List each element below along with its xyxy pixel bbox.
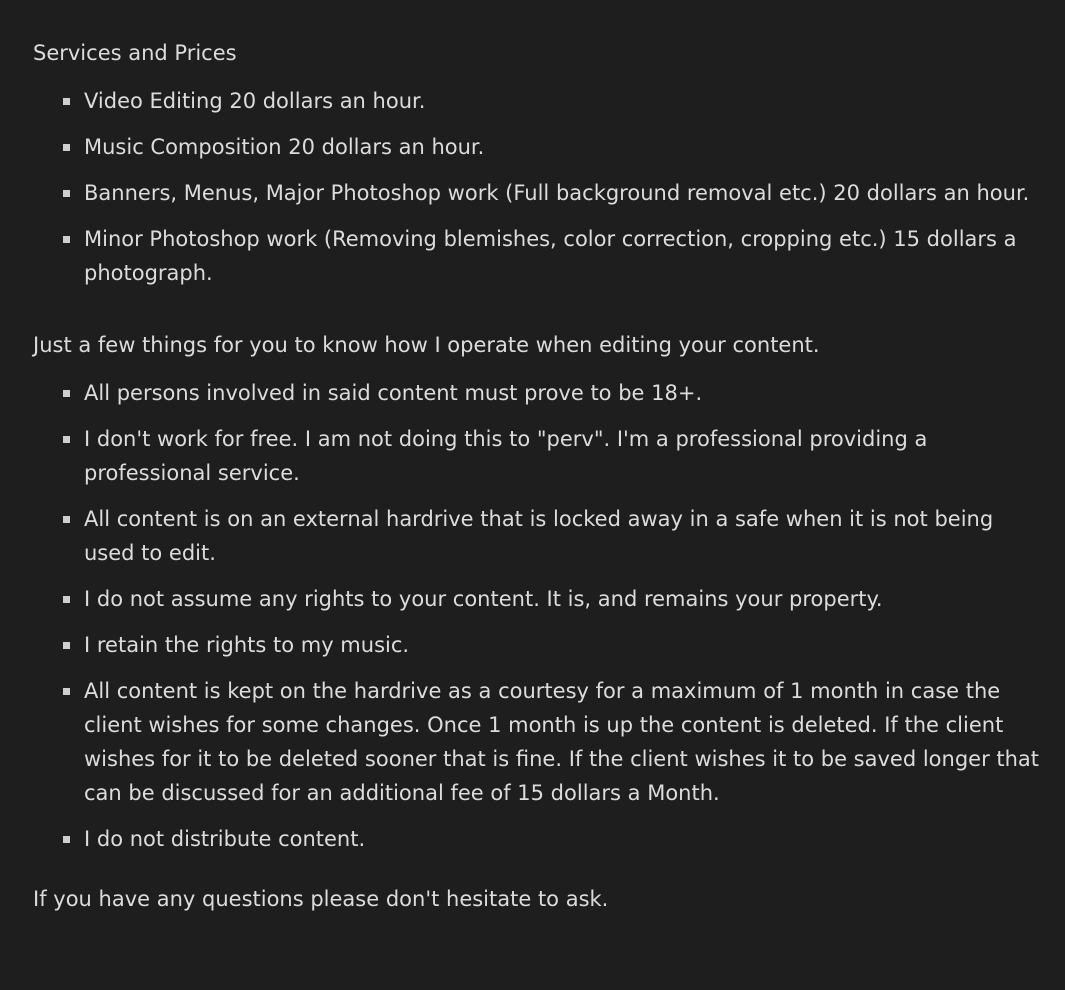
list-item: All content is kept on the hardrive as a courtesy for a maximum of 1 month in case the client wishes for some changes. Once 1 month is up the content is deleted. If the client wishes for it to be deleted sooner that is fine. If the client wishes it to be saved longer that can be discussed for an additional fee of 15 dollars a Month. xyxy=(84,674,1041,810)
closing-text: If you have any questions please don't hesitate to ask. xyxy=(33,887,609,911)
list-item: Music Composition 20 dollars an hour. xyxy=(84,130,1041,164)
services-heading: Services and Prices xyxy=(33,41,237,65)
section-spacer xyxy=(33,302,1041,328)
list-item: I do not assume any rights to your content. It is, and remains your property. xyxy=(84,582,1041,616)
list-item: Minor Photoshop work (Removing blemishes, color correction, cropping etc.) 15 dollars a photograph. xyxy=(84,222,1041,290)
list-item: I do not distribute content. xyxy=(84,822,1041,856)
policies-heading: Just a few things for you to know how I operate when editing your content. xyxy=(33,333,820,357)
list-item: Banners, Menus, Major Photoshop work (Full background removal etc.) 20 dollars an hour. xyxy=(84,176,1041,210)
list-item: All content is on an external hardrive that is locked away in a safe when it is not being used to edit. xyxy=(84,502,1041,570)
policies-list xyxy=(33,376,1041,856)
list-item: Video Editing 20 dollars an hour. xyxy=(84,84,1041,118)
services-list xyxy=(33,84,1041,290)
list-item: I retain the rights to my music. xyxy=(84,628,1041,662)
list-item: All persons involved in said content must prove to be 18+. xyxy=(84,376,1041,410)
list-item: I don't work for free. I am not doing this to "perv". I'm a professional providing a professional service. xyxy=(84,422,1041,490)
